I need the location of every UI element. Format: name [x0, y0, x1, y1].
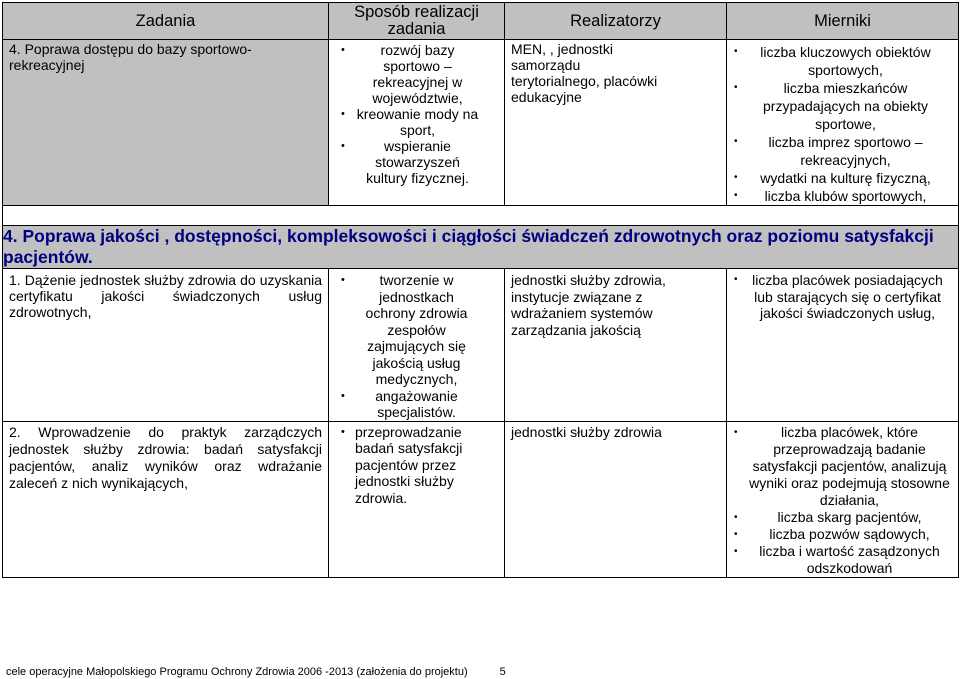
list-item: • angażowanie specjalistów. — [337, 388, 478, 421]
page-footer — [6, 666, 506, 678]
list-item: • rozwój bazy sportowo – rekreacyjnej w województwie, — [337, 42, 480, 106]
list-item: • liczba placówek posiadających lub starających się o certyfikat jakości świadczonych usług, — [733, 272, 950, 322]
section4-row — [3, 206, 959, 226]
task-s4-2-sposob-cell — [329, 421, 505, 577]
task4-title: 4. Poprawa dostępu do bazy sportowo-rekreacyjnej — [3, 40, 329, 206]
section4-title: 4. Poprawa jakości , dostępności, kompleksowości i ciągłości świadczeń zdrowotnych oraz poziomu satysfakcji pacjentów. — [3, 226, 959, 269]
task4-sposob-cell — [329, 40, 505, 206]
list-item: • liczba skarg pacjentów, — [733, 509, 954, 526]
header-sposob-line2: zadania — [387, 20, 446, 38]
list-item: • tworzenie w jednostkach ochrony zdrowia zespołów zajmujących się jakością usług medycznych, — [337, 272, 478, 388]
list-item: • liczba klubów sportowych, — [733, 187, 946, 205]
task-s4-2-title: 2. Wprowadzenie do praktyk zarządczych jednostek służby zdrowia: badań satysfakcji pacjentów, analiz wyników oraz wdrażanie zaleceń z nich wynikających, — [3, 421, 329, 577]
list-item: • liczba kluczowych obiektów sportowych, — [733, 43, 946, 79]
header-sposob — [329, 3, 505, 40]
list-item: • przeprowadzanie badań satysfakcji pacjentów przez jednostki służby zdrowia. — [337, 424, 464, 507]
task-s4-1-mierniki-cell — [727, 269, 959, 422]
list-item: • liczba placówek, które przeprowadzają badanie satysfakcji pacjentów, analizują wyniki oraz podejmują stosowne działania, — [733, 424, 954, 509]
header-realizatorzy: Realizatorzy — [505, 3, 727, 40]
task-s4-2-mierniki-cell — [727, 421, 959, 577]
header-mierniki: Mierniki — [727, 3, 959, 40]
task-s4-1-title: 1. Dążenie jednostek służby zdrowia do uzyskania certyfikatu jakości świadczonych usług zdrowotnych, — [3, 269, 329, 422]
task-s4-2-row — [3, 421, 959, 577]
header-zadania: Zadania — [3, 3, 329, 40]
list-item: • kreowanie mody na sport, — [337, 106, 480, 138]
footer-text: cele operacyjne Małopolskiego Programu Ochrony Zdrowia 2006 -2013 (założenia do projektu) — [6, 666, 468, 678]
task4-row — [3, 40, 959, 206]
header-sposob-line1: Sposób realizacji — [354, 3, 479, 21]
header-row — [3, 3, 959, 40]
list-item: • wspieranie stowarzyszeń kultury fizycznej. — [337, 138, 480, 186]
section4-title-row — [3, 226, 959, 269]
list-item: • liczba i wartość zasądzonych odszkodowań — [733, 543, 954, 577]
task4-realizatorzy: MEN, , jednostki samorządu terytorialnego, placówki edukacyjne — [505, 40, 727, 206]
page-number: 5 — [499, 666, 506, 678]
task-s4-1-row — [3, 269, 959, 422]
task-s4-2-realizatorzy: jednostki służby zdrowia — [505, 421, 727, 577]
task-s4-1-sposob-cell — [329, 269, 505, 422]
task4-mierniki-cell — [727, 40, 959, 206]
program-table — [2, 2, 959, 578]
list-item: • liczba mieszkańców przypadających na obiekty sportowe, — [733, 79, 946, 133]
list-item: • wydatki na kulturę fizyczną, — [733, 169, 946, 187]
list-item: • liczba imprez sportowo – rekreacyjnych, — [733, 133, 946, 169]
list-item: • liczba pozwów sądowych, — [733, 526, 954, 543]
task-s4-1-realizatorzy: jednostki służby zdrowia, instytucje związane z wdrażaniem systemów zarządzania jakością — [505, 269, 727, 422]
